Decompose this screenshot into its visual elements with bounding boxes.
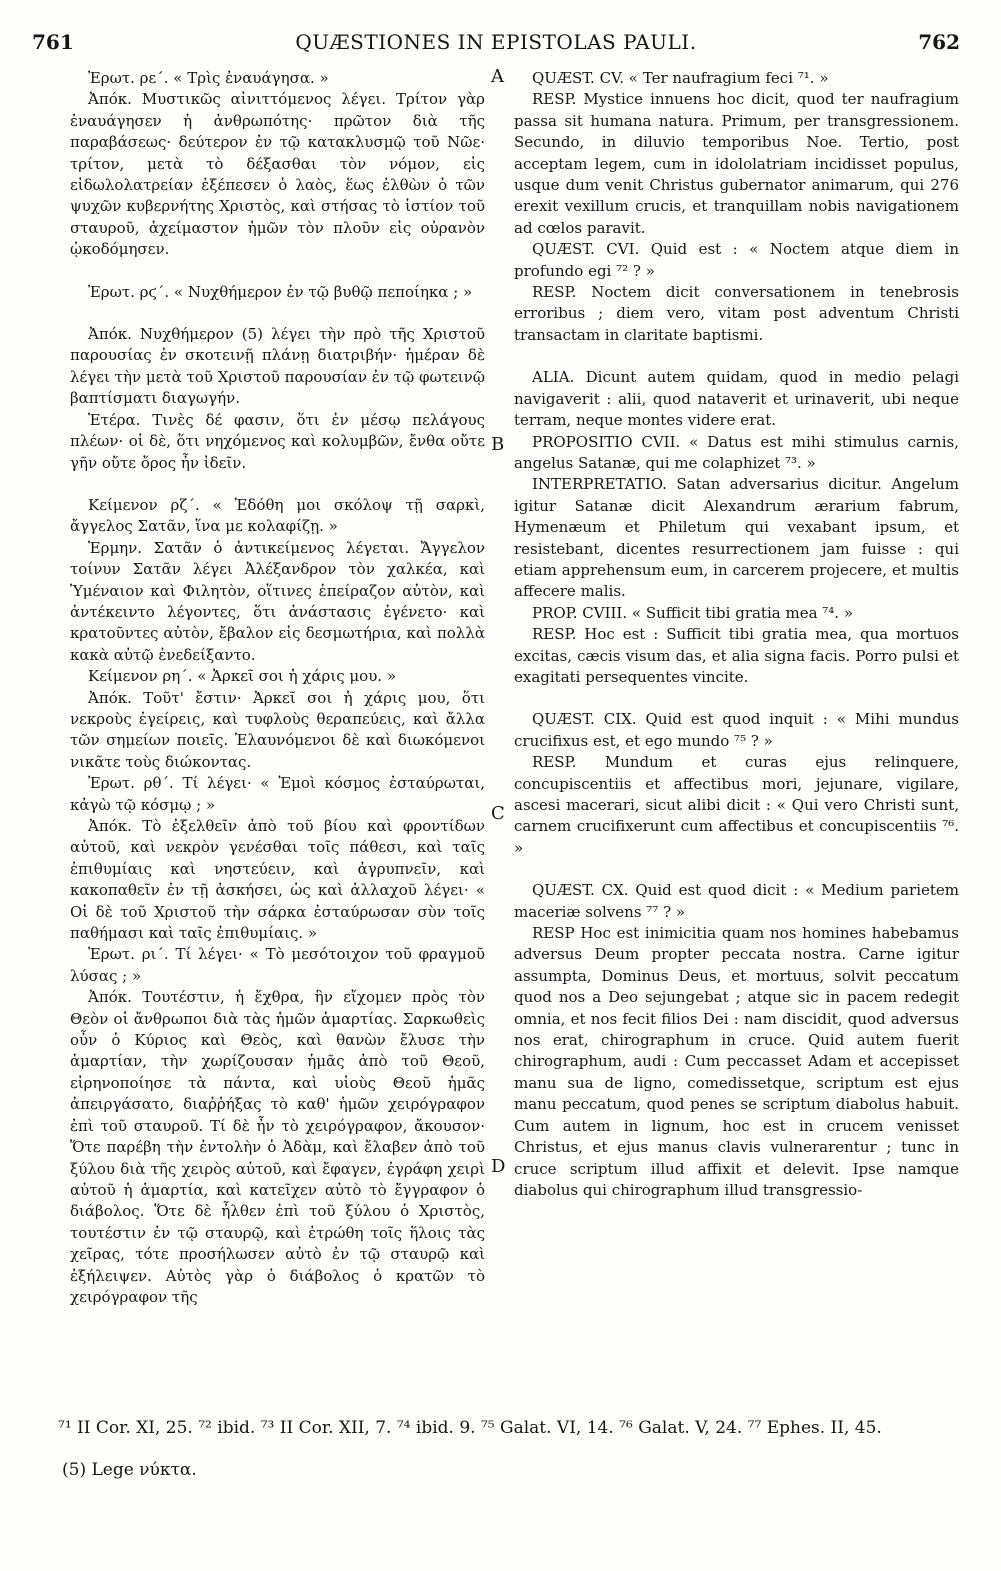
greek-question-106: Ἐρωτ. ρϛ΄. « Νυχθήμερον ἐν τῷ βυθῷ πεποίηκα ; » [88,282,473,301]
latin-answer-108: RESP. Hoc est : Sufficit tibi gratia mea, qua mortuos excitas, cæcis visum das, et alia signa facis. Porro pulsi et exagitati persequentes vincite. [514,625,959,686]
page-header [32,30,960,60]
latin-proposition-107: PROPOSITIO CVII. « Datus est mihi stimulus carnis, angelus Satanæ, qui me colaphizet ⁷³. » [514,432,959,472]
right-page-number: 762 [918,30,960,54]
latin-question-106: QUÆST. CVI. Quid est : « Noctem atque diem in profundo egi ⁷² ? » [514,240,959,280]
greek-question-110: Ἐρωτ. ρι΄. Τί λέγει· « Τὸ μεσότοιχον τοῦ φραγμοῦ λύσας ; » [70,945,485,985]
greek-answer-106: Ἀπόκ. Νυχθήμερον (5) λέγει τὴν πρὸ τῆς Χριστοῦ παρουσίας ἐν σκοτεινῇ πλάνῃ διατριβήν· ἡμέραν δὲ λέγει τὴν μετὰ τοῦ Χριστοῦ παρουσίαν ἐν τῷ φωτεινῷ βαπτίσματι διαγωγήν. [70,325,485,408]
latin-alia-106: ALIA. Dicunt autem quidam, quod in medio pelagi navigaverit : alii, quod nataverit et urinaverit, ubi neque terram, neque montes videre erat. [514,368,959,430]
latin-answer-105: RESP. Mystice innuens hoc dicit, quod ter naufragium passa sit humana natura. Primum, per transgressionem. Secundo, in diluvio temporibus Noe. Tertio, post acceptam legem, cum in idololatriam incidisset populus, usque dum venit Christus gubernator animarum, qui 276 erexit vexillum crucis, et tranquillam nobis navigationem ad cœlos paravit. [514,90,959,237]
latin-interpretation-107: INTERPRETATIO. Satan adversarius dicitur. Angelum igitur Satanæ dicit Alexandrum ærarium fabrum, Hymenæum et Philetum qui vexabant ipsum, et resistebant, dicentes resurrectionem jam fuisse : qui etiam apprehensum eum, in carcerem projecere, et multis affecere malis. [514,475,959,601]
scripture-references: ⁷¹ II Cor. XI, 25. ⁷² ibid. ⁷³ II Cor. XII, 7. ⁷⁴ ibid. 9. ⁷⁵ Galat. VI, 14. ⁷⁶ Galat. V, 24. ⁷⁷ Ephes. II, 45. [58,1418,882,1438]
latin-question-110: QUÆST. CX. Quid est quod dicit : « Medium parietem maceriæ solvens ⁷⁷ ? » [514,881,959,921]
greek-question-105: Ἐρωτ. ρε΄. « Τρὶς ἐναυάγησα. » [88,69,329,87]
latin-proposition-108: PROP. CVIII. « Sufficit tibi gratia mea ⁷⁴. » [532,603,854,622]
running-title: QUÆSTIONES IN EPISTOLAS PAULI. [295,30,697,54]
latin-answer-109: RESP. Mundum et curas ejus relinquere, concupiscentiis et affectibus mori, jejunare, vigilare, ascesi macerari, sicut alibi dicit : « Qui vero Christi sunt, carnem crucifixerunt cum affectibus et concupiscentiis ⁷⁶. » [514,753,959,857]
editorial-note: (5) Lege νύκτα. [62,1460,197,1480]
margin-marker-d: D [491,1156,506,1177]
latin-question-105: QUÆST. CV. « Ter naufragium feci ⁷¹. » [532,69,829,87]
latin-answer-106: RESP. Noctem dicit conversationem in tenebrosis erroribus ; diem vero, vitam post adventum Christi transactam in claritate baptismi. [514,283,959,344]
footnotes [58,1418,958,1480]
latin-column [514,68,959,1201]
margin-marker-a: A [491,66,504,87]
latin-question-109: QUÆST. CIX. Quid est quod inquit : « Mihi mundus crucifixus est, et ego mundo ⁷⁵ ? » [514,710,959,750]
greek-answer-110: Ἀπόκ. Τουτέστιν, ἡ ἔχθρα, ἣν εἴχομεν πρὸς τὸν Θεὸν οἱ ἄνθρωποι διὰ τὰς ἡμῶν ἁμαρτίας. Σαρκωθεὶς οὖν ὁ Κύριος καὶ Θεὸς, καὶ θανὼν ἔλυσε τὴν ἁμαρτίαν, τὴν χωρίζουσαν ἡμᾶς ἀπὸ τοῦ Θεοῦ, εἰρηνοποίησε τὰ πάντα, καὶ υἱοὺς Θεοῦ ἡμᾶς ἀπειργάσατο, διαῤῥήξας τὸ καθ' ἡμῶν χειρόγραφον ἐπὶ τοῦ σταυροῦ. Τί δὲ ἦν τὸ χειρόγραφον, ἄκουσον· Ὅτε παρέβη τὴν ἐντολὴν ὁ Ἀδὰμ, καὶ ἔλαβεν ἀπὸ τοῦ ξύλου διὰ τῆς χειρὸς αὐτοῦ, καὶ ἔφαγεν, ἐγράφη χειρὶ αὐτοῦ ἡ ἁμαρτία, καὶ κατεῖχεν αὐτὸ τὸ ἔγγραφον ὁ διάβολος. Ὅτε δὲ ἦλθεν ἐπὶ τοῦ ξύλου ὁ Χριστὸς, τουτέστιν ἐν τῷ σταυρῷ, καὶ ἐτρώθη τοῖς ἥλοις τὰς χεῖρας, τότε προσήλωσεν αὐτὸ ἐν τῷ σταυρῷ καὶ ἐξήλειψεν. Αὐτὸς γὰρ ὁ διάβολος ὁ κρατῶν τὸ χειρόγραφον τῆς [70,988,485,1306]
margin-marker-b: B [491,434,505,455]
greek-answer-108: Ἀπόκ. Τοῦτ' ἔστιν· Ἀρκεῖ σοι ἡ χάρις μου, ὅτι νεκροὺς ἐγείρεις, καὶ τυφλοὺς θεραπεύεις, καὶ ἄλλα τῶν σημείων ποιεῖς. Ἐλαυνόμενοι δὲ καὶ διωκόμενοι νικᾶτε τοὺς διώκοντας. [70,688,485,771]
greek-answer-109: Ἀπόκ. Τὸ ἐξελθεῖν ἀπὸ τοῦ βίου καὶ φροντίδων αὐτοῦ, καὶ νεκρὸν γενέσθαι τοῖς πάθεσι, καὶ ταῖς ἐπιθυμίαις καὶ νηστεύειν, καὶ ἀγρυπνεῖν, καὶ κακοπαθεῖν ἐν τῇ ἀσκήσει, ὡς καὶ ἀλλαχοῦ λέγει· « Οἱ δὲ τοῦ Χριστοῦ τὴν σάρκα ἐσταύρωσαν σὺν τοῖς παθήμασι καὶ ταῖς ἐπιθυμίαις. » [70,817,485,943]
latin-answer-110: RESP Hoc est inimicitia quam nos homines habebamus adversus Deum propter peccata nostra. Carne igitur assumpta, Dominus Deus, et mortuus, solvit peccatum quod nos a Deo sejungebat ; atque sic in pacem redegit omnia, et nos fecit filios Dei : nam discidit, quod adversus nos erat, chirographum in cruce. Quid autem fuerit chirographum, audi : Cum peccasset Adam et accepisset manu sua de ligno, comedissetque, scriptum est ejus manu peccatum, quod penes se scriptum diabolus habuit. Cum autem in lignum, hoc est in crucem venisset Christus, et ejus manus clavis vulnerarentur ; tunc in cruce scriptum illud affixit et delevit. Ipse namque diabolus qui chirographum illud transgressio- [514,924,959,1199]
greek-column [70,68,485,1308]
greek-question-109: Ἐρωτ. ρθ΄. Τί λέγει· « Ἐμοὶ κόσμος ἐσταύρωται, κἀγὼ τῷ κόσμῳ ; » [70,774,485,814]
margin-marker-c: C [491,803,505,824]
greek-answer-105: Ἀπόκ. Μυστικῶς αἰνιττόμενος λέγει. Τρίτον γὰρ ἐναυάγησεν ἡ ἀνθρωπότης· πρῶτον διὰ τῆς παραβάσεως· δεύτερον ἐν τῷ κατακλυσμῷ τοῦ Νῶε· τρίτον, μετὰ τὸ δέξασθαι τὸν νόμον, εἰς εἰδωλολατρείαν ἐξέπεσεν ὁ λαὸς, ἕως ἐλθὼν ὁ τῶν ψυχῶν κυβερνήτης Χριστὸς, καὶ στήσας τὸ ἱστίον τοῦ σταυροῦ, ἀχείμαστον ἡμῶν τὸν πλοῦν εἰς οὐρανὸν ᾠκοδόμησεν. [70,90,485,259]
left-page-number: 761 [32,30,74,54]
greek-text-108: Κείμενον ρη΄. « Ἀρκεῖ σοι ἡ χάρις μου. » [88,667,397,686]
greek-interpretation-107: Ἑρμην. Σατᾶν ὁ ἀντικείμενος λέγεται. Ἄγγελον τοίνυν Σατᾶν λέγει Ἀλέξανδρον τὸν χαλκέα, καὶ Ὑμέναιον καὶ Φιλητὸν, οἵτινες ἐπείραζον αὐτὸν, καὶ ἀντέκειντο λέγοντες, ὅτι ἀνάστασις ἐγένετο· καὶ κρατοῦντες αὐτὸν, ἔβαλον εἰς δεσμωτήρια, καὶ πολλὰ κακὰ αὐτῷ ἐνεδείξαντο. [70,538,485,664]
greek-text-107: Κείμενον ρζ΄. « Ἐδόθη μοι σκόλοψ τῇ σαρκὶ, ἄγγελος Σατᾶν, ἵνα με κολαφίζῃ. » [70,495,485,536]
greek-alia-106: Ἑτέρα. Τινὲς δέ φασιν, ὅτι ἐν μέσῳ πελάγους πλέων· οἱ δὲ, ὅτι νηχόμενος καὶ κολυμβῶν, ἔνθα οὔτε γῆν οὔτε ὄρος ἦν ἰδεῖν. [70,410,485,472]
